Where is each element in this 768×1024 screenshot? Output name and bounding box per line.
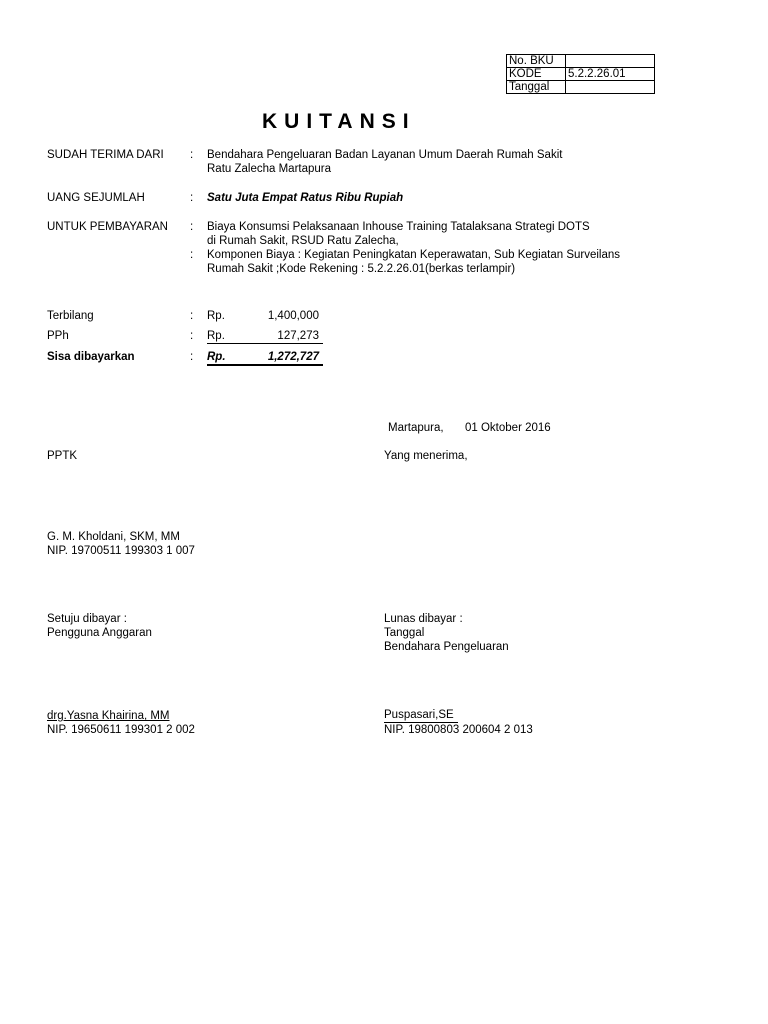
payment-for-label: UNTUK PEMBAYARAN — [47, 221, 168, 233]
bku-row-no — [507, 55, 655, 68]
sisa-colon: : — [190, 351, 194, 363]
document-title: KUITANSI — [262, 110, 416, 133]
pph-colon: : — [190, 330, 194, 342]
treasurer-line3: Bendahara Pengeluaran — [384, 641, 509, 653]
treasurer-nip: NIP. 19800803 200604 2 013 — [384, 724, 533, 736]
pptk-name: G. M. Kholdani, SKM, MM — [47, 531, 180, 543]
sisa-label: Sisa dibayarkan — [47, 351, 135, 363]
bku-box — [506, 54, 655, 94]
sisa-value: 1,272,727 — [267, 351, 319, 363]
approver-line2: Pengguna Anggaran — [47, 627, 152, 639]
bku-kode-label: KODE — [507, 68, 566, 81]
terbilang-value: 1,400,000 — [267, 310, 319, 322]
bku-tanggal-value — [566, 81, 655, 94]
treasurer-line2: Tanggal — [384, 627, 425, 639]
bku-no-label: No. BKU — [507, 55, 566, 68]
treasurer-line1: Lunas dibayar : — [384, 613, 463, 625]
treasurer-name: Puspasari,SE — [384, 709, 458, 723]
terbilang-currency: Rp. — [207, 310, 225, 322]
pph-currency: Rp. — [207, 330, 225, 342]
approver-line1: Setuju dibayar : — [47, 613, 127, 625]
bku-no-value — [566, 55, 655, 68]
terbilang-label: Terbilang — [47, 310, 94, 322]
bku-kode-value: 5.2.2.26.01 — [566, 68, 655, 81]
pptk-nip: NIP. 19700511 199303 1 007 — [47, 545, 195, 557]
payment-for-line4: Rumah Sakit ;Kode Rekening : 5.2.2.26.01(berkas terlampir) — [207, 263, 516, 275]
pph-value: 127,273 — [277, 330, 319, 342]
received-from-line1: Bendahara Pengeluaran Badan Layanan Umum Daerah Rumah Sakit — [207, 149, 563, 161]
pptk-title: PPTK — [47, 450, 78, 462]
payment-for-colon2: : — [190, 249, 194, 261]
pph-amount — [207, 329, 323, 344]
amount-words-value: Satu Juta Empat Ratus Ribu Rupiah — [207, 192, 404, 204]
payment-for-colon: : — [190, 221, 194, 233]
payment-for-line1: Biaya Konsumsi Pelaksanaan Inhouse Training Tatalaksana Strategi DOTS — [207, 221, 590, 233]
received-from-colon: : — [190, 149, 194, 161]
approver-nip: NIP. 19650611 199301 2 002 — [47, 724, 195, 736]
approver-name: drg.Yasna Khairina, MM — [47, 710, 170, 722]
receiver-title: Yang menerima, — [384, 450, 468, 462]
place: Martapura, — [388, 422, 444, 434]
terbilang-amount — [207, 309, 319, 323]
bku-row-kode — [507, 68, 655, 81]
amount-words-colon: : — [190, 192, 194, 204]
payment-for-line3: Komponen Biaya : Kegiatan Peningkatan Keperawatan, Sub Kegiatan Surveilans — [207, 249, 621, 261]
date: 01 Oktober 2016 — [465, 422, 551, 434]
sisa-amount — [207, 350, 323, 366]
bku-tanggal-label: Tanggal — [507, 81, 566, 94]
sisa-currency: Rp. — [207, 351, 226, 363]
amount-words-label: UANG SEJUMLAH — [47, 192, 145, 204]
terbilang-colon: : — [190, 310, 194, 322]
bku-row-tanggal — [507, 81, 655, 94]
received-from-line2: Ratu Zalecha Martapura — [207, 163, 332, 175]
received-from-label: SUDAH TERIMA DARI — [47, 149, 164, 161]
pph-label: PPh — [47, 330, 69, 342]
payment-for-line2: di Rumah Sakit, RSUD Ratu Zalecha, — [207, 235, 399, 247]
